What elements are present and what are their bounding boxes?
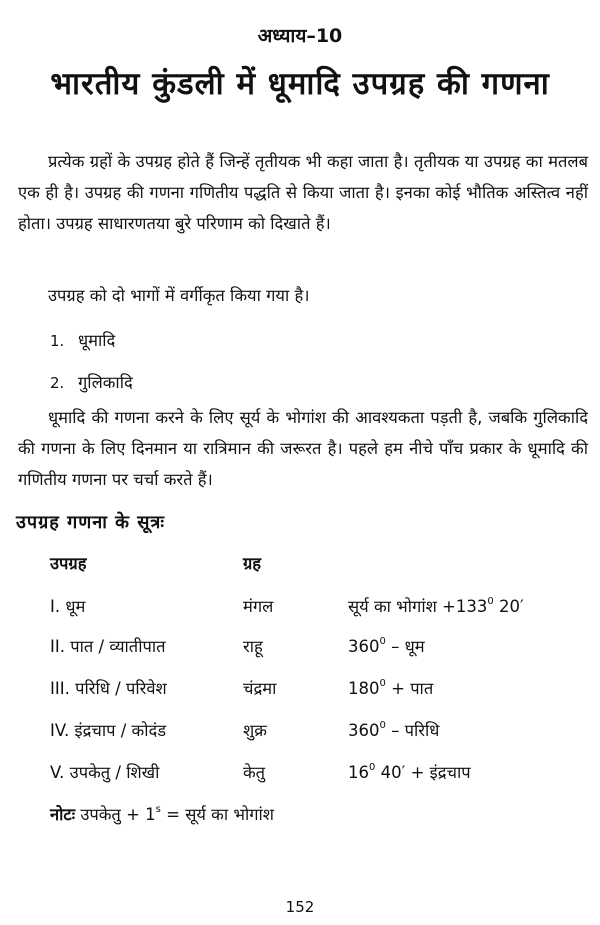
table-header-graha: ग्रह <box>243 554 262 573</box>
paragraph-dhumadi <box>18 402 588 495</box>
cell-upagraha: IV. इंद्रचाप / कोदंड <box>50 721 167 740</box>
table-row <box>0 676 600 706</box>
note-formula-pre: उपकेतु + 1 <box>75 805 156 824</box>
paragraph-intro-text: प्रत्येक ग्रहों के उपग्रह होते हैं जिन्हें तृतीयक भी कहा जाता है। तृतीयक या उपग्रह का मतलब एक ही है। उपग्रह की गणना गणितीय पद्धति से किया जाता है। इनका कोई भौतिक अस्तित्व नहीं होता। उपग्रह साधारणतया बुरे परिणाम को दिखाते हैं। <box>18 152 588 233</box>
cell-formula: सूर्य का भोगांश $+133^0$ 20′ <box>348 596 524 616</box>
cell-formula: $360^0$ – परिधि <box>348 720 440 740</box>
cell-upagraha: I. धूम <box>50 597 86 616</box>
chapter-title: भारतीय कुंडली में धूमादि उपग्रह की गणना <box>50 66 550 102</box>
paragraph-classification-text: उपग्रह को दो भागों में वर्गीकृत किया गया है। <box>48 286 310 305</box>
cell-upagraha: V. उपकेतु / शिखी <box>50 763 160 782</box>
note-label: नोटः <box>50 805 76 824</box>
cell-graha: मंगल <box>243 597 274 616</box>
section-heading: उपग्रह गणना के सूत्रः <box>16 512 165 533</box>
cell-formula: $360^0$ – धूम <box>348 636 425 656</box>
table-row <box>0 760 600 790</box>
table-header-upagraha: उपग्रह <box>50 554 87 573</box>
note <box>50 802 274 825</box>
cell-formula: $180^0$ + पात <box>348 678 434 698</box>
cell-upagraha: II. पात / व्यातीपात <box>50 637 166 656</box>
list-item <box>50 370 133 393</box>
cell-upagraha: III. परिधि / परिवेश <box>50 679 167 698</box>
paragraph-classification <box>18 280 588 311</box>
list-item-number: 2. <box>50 374 65 392</box>
list-item-number: 1. <box>50 332 65 350</box>
paragraph-intro <box>18 146 588 239</box>
cell-formula: $16^0$ 40′ + इंद्रचाप <box>348 762 471 782</box>
list-item-text: गुलिकादि <box>78 373 133 392</box>
cell-graha: राहू <box>243 637 263 656</box>
note-formula-sup: s <box>155 804 161 815</box>
table-row <box>0 594 600 624</box>
chapter-number: अध्याय–10 <box>257 25 343 47</box>
cell-graha: चंद्रमा <box>243 679 277 698</box>
list-item <box>50 328 115 351</box>
cell-graha: केतु <box>243 763 266 782</box>
paragraph-dhumadi-text: धूमादि की गणना करने के लिए सूर्य के भोगांश की आवश्यकता पड़ती है, जबकि गुलिकादि की गणना के लिए दिनमान या रात्रिमान की जरूरत है। पहले हम नीचे पाँच प्रकार के धूमादि की गणितीय गणना पर चर्चा करते हैं। <box>18 408 588 489</box>
list-item-text: धूमादि <box>78 331 116 350</box>
cell-graha: शुक्र <box>243 721 267 740</box>
table-row <box>0 718 600 748</box>
table-row <box>0 634 600 664</box>
page-number: 152 <box>285 898 315 916</box>
note-formula-post: = सूर्य का भोगांश <box>160 805 275 824</box>
